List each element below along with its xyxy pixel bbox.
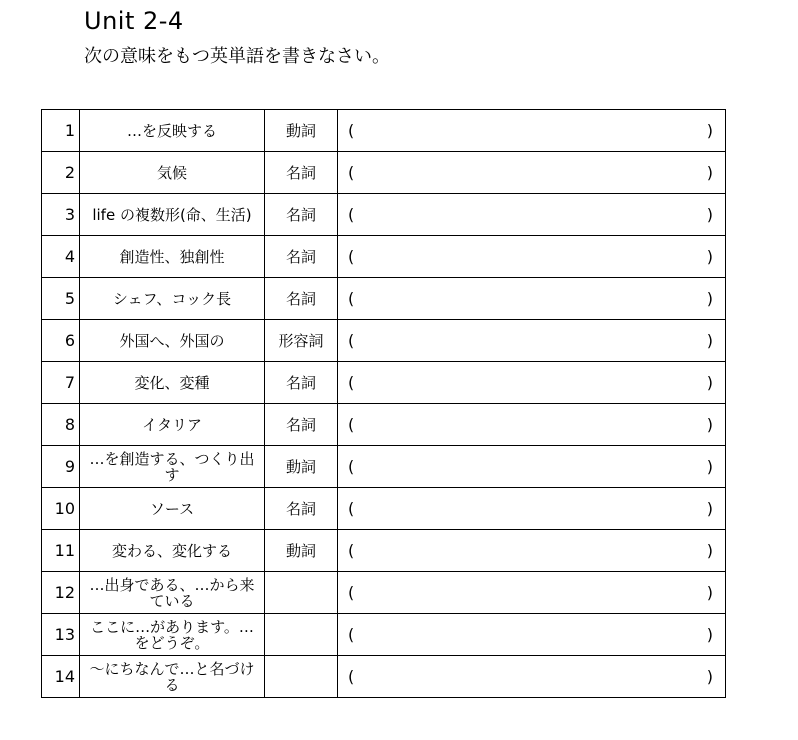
table-row (42, 404, 726, 446)
answer-blank[interactable] (338, 488, 726, 530)
open-paren: ( (348, 582, 355, 602)
row-number: 1 (42, 110, 80, 152)
close-paren: ) (706, 498, 713, 518)
open-paren: ( (348, 666, 355, 686)
table-row (42, 236, 726, 278)
row-number: 10 (42, 488, 80, 530)
close-paren: ) (706, 204, 713, 224)
close-paren: ) (706, 246, 713, 266)
japanese-meaning: シェフ、コック長 (80, 278, 265, 320)
open-paren: ( (348, 288, 355, 308)
table-row (42, 194, 726, 236)
part-of-speech (265, 572, 338, 614)
close-paren: ) (706, 582, 713, 602)
row-number: 14 (42, 656, 80, 698)
open-paren: ( (348, 204, 355, 224)
table-row (42, 110, 726, 152)
answer-blank[interactable] (338, 110, 726, 152)
table-row (42, 278, 726, 320)
answer-blank[interactable] (338, 572, 726, 614)
table-row (42, 614, 726, 656)
row-number: 9 (42, 446, 80, 488)
table-row (42, 362, 726, 404)
row-number: 3 (42, 194, 80, 236)
answer-blank[interactable] (338, 614, 726, 656)
row-number: 8 (42, 404, 80, 446)
close-paren: ) (706, 288, 713, 308)
part-of-speech: 名詞 (265, 194, 338, 236)
japanese-meaning: …出身である、…から来ている (80, 572, 265, 614)
answer-blank[interactable] (338, 320, 726, 362)
japanese-meaning: …を創造する、つくり出す (80, 446, 265, 488)
close-paren: ) (706, 456, 713, 476)
open-paren: ( (348, 456, 355, 476)
part-of-speech (265, 656, 338, 698)
close-paren: ) (706, 666, 713, 686)
row-number: 12 (42, 572, 80, 614)
answer-blank[interactable] (338, 530, 726, 572)
row-number: 7 (42, 362, 80, 404)
part-of-speech: 名詞 (265, 236, 338, 278)
row-number: 11 (42, 530, 80, 572)
japanese-meaning: 気候 (80, 152, 265, 194)
row-number: 4 (42, 236, 80, 278)
part-of-speech: 名詞 (265, 404, 338, 446)
part-of-speech: 形容詞 (265, 320, 338, 362)
table-row (42, 320, 726, 362)
close-paren: ) (706, 162, 713, 182)
row-number: 13 (42, 614, 80, 656)
row-number: 5 (42, 278, 80, 320)
open-paren: ( (348, 120, 355, 140)
table-row (42, 572, 726, 614)
japanese-meaning: ソース (80, 488, 265, 530)
close-paren: ) (706, 540, 713, 560)
vocabulary-table (41, 109, 726, 698)
japanese-meaning: 変わる、変化する (80, 530, 265, 572)
part-of-speech: 動詞 (265, 530, 338, 572)
vocabulary-table-body (42, 110, 726, 698)
worksheet-instruction: 次の意味をもつ英単語を書きなさい。 (84, 46, 390, 67)
row-number: 2 (42, 152, 80, 194)
open-paren: ( (348, 246, 355, 266)
answer-blank[interactable] (338, 236, 726, 278)
close-paren: ) (706, 414, 713, 434)
part-of-speech: 名詞 (265, 278, 338, 320)
answer-blank[interactable] (338, 362, 726, 404)
part-of-speech: 名詞 (265, 152, 338, 194)
japanese-meaning: …を反映する (80, 110, 265, 152)
table-row (42, 656, 726, 698)
open-paren: ( (348, 372, 355, 392)
part-of-speech: 動詞 (265, 446, 338, 488)
japanese-meaning: 外国へ、外国の (80, 320, 265, 362)
table-row (42, 488, 726, 530)
answer-blank[interactable] (338, 278, 726, 320)
row-number: 6 (42, 320, 80, 362)
close-paren: ) (706, 624, 713, 644)
table-row (42, 530, 726, 572)
close-paren: ) (706, 120, 713, 140)
close-paren: ) (706, 330, 713, 350)
worksheet-title: Unit 2-4 (84, 7, 184, 35)
close-paren: ) (706, 372, 713, 392)
japanese-meaning: 創造性、独創性 (80, 236, 265, 278)
japanese-meaning: life の複数形(命、生活) (80, 194, 265, 236)
answer-blank[interactable] (338, 152, 726, 194)
open-paren: ( (348, 540, 355, 560)
open-paren: ( (348, 624, 355, 644)
part-of-speech: 名詞 (265, 488, 338, 530)
open-paren: ( (348, 414, 355, 434)
open-paren: ( (348, 162, 355, 182)
answer-blank[interactable] (338, 404, 726, 446)
part-of-speech: 名詞 (265, 362, 338, 404)
japanese-meaning: ～にちなんで…と名づける (80, 656, 265, 698)
japanese-meaning: ここに…があります。…をどうぞ。 (80, 614, 265, 656)
answer-blank[interactable] (338, 194, 726, 236)
japanese-meaning: イタリア (80, 404, 265, 446)
part-of-speech: 動詞 (265, 110, 338, 152)
answer-blank[interactable] (338, 446, 726, 488)
open-paren: ( (348, 330, 355, 350)
japanese-meaning: 変化、変種 (80, 362, 265, 404)
table-row (42, 152, 726, 194)
part-of-speech (265, 614, 338, 656)
answer-blank[interactable] (338, 656, 726, 698)
open-paren: ( (348, 498, 355, 518)
table-row (42, 446, 726, 488)
